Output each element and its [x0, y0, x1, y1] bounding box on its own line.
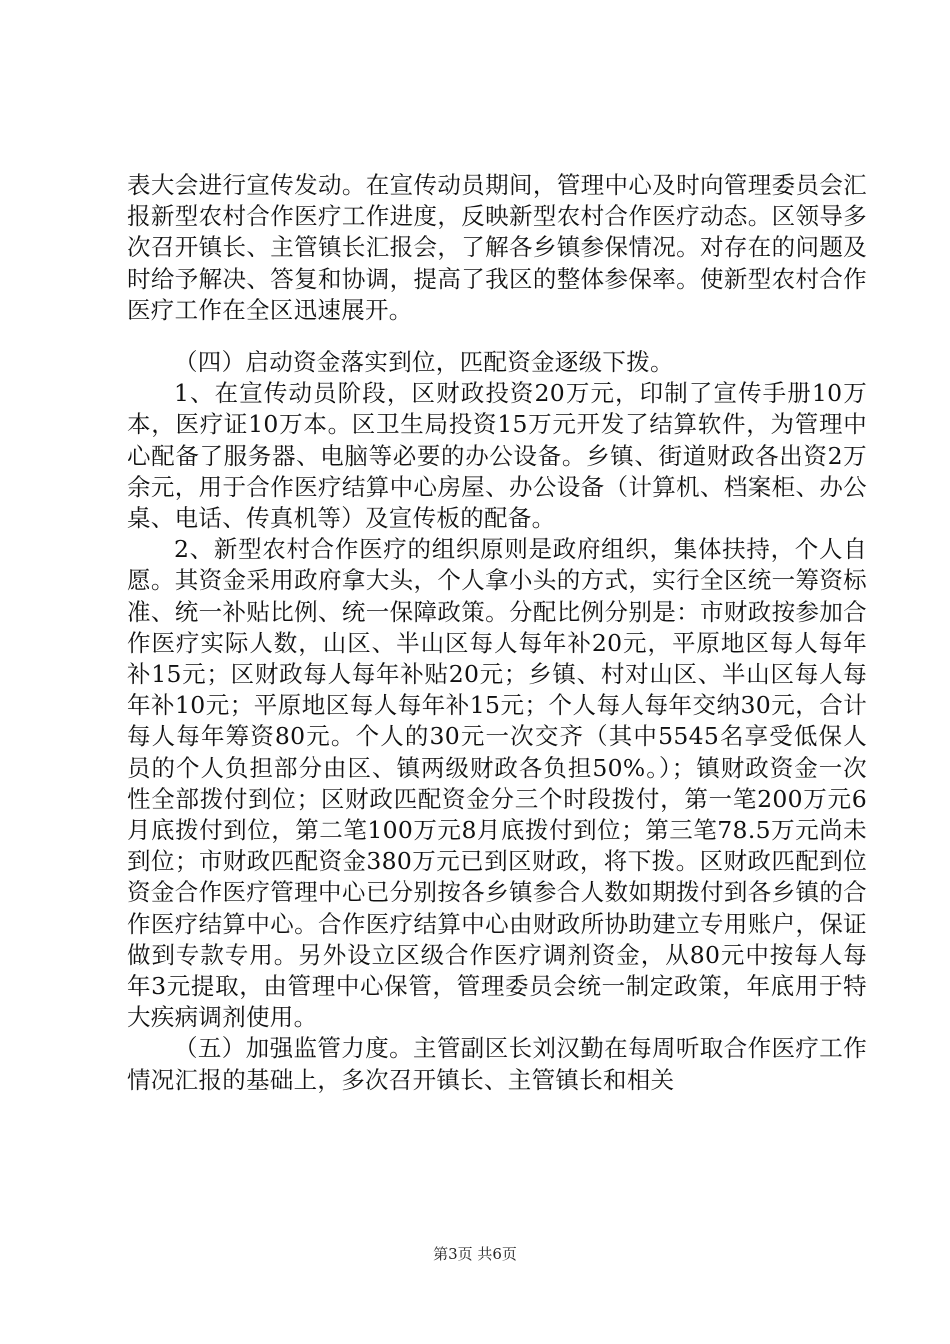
paragraph-item-2: 2、新型农村合作医疗的组织原则是政府组织，集体扶持，个人自愿。其资金采用政府拿大头，个人拿小头的方式，实行全区统一筹资标准、统一补贴比例、统一保障政策。分配比例分别是：市财政按参加合作医疗实际人数，山区、半山区每人每年补20元，平原地区每人每年补15元；区财政每人每年补贴20元；乡镇、村对山区、半山区每人每年补10元；平原地区每人每年补15元；个人每人每年交纳30元，合计每人每年筹资80元。个人的30元一次交齐（其中5545名享受低保人员的个人负担部分由区、镇两级财政各负担50%。）；镇财政资金一次性全部拨付到位；区财政匹配资金分三个时段拨付，第一笔200万元6月底拨付到位，第二笔100万元8月底拨付到位；第三笔78.5万元尚未到位；市财政匹配资金380万元已到区财政，将下拨。区财政匹配到位资金合作医疗管理中心已分别按各乡镇参合人数如期拨付到各乡镇的合作医疗结算中心。合作医疗结算中心由财政所协助建立专用账户，保证做到专款专用。另外设立区级合作医疗调剂资金，从80元中按每人每年3元提取，由管理中心保管，管理委员会统一制定政策，年底用于特大疾病调剂使用。 — [127, 535, 867, 1032]
section-heading-four: （四）启动资金落实到位，匹配资金逐级下拨。 — [174, 348, 674, 377]
section-heading-five: （五）加强监管力度。主管副区长刘汉勤在每周听取合作医疗工作情况汇报的基础上，多次召开镇长、主管镇长和相关 — [127, 1034, 867, 1094]
document-body — [127, 170, 867, 1096]
paragraph-propaganda-summary: 表大会进行宣传发动。在宣传动员期间，管理中心及时向管理委员会汇报新型农村合作医疗工作进度，反映新型农村合作医疗动态。区领导多次召开镇长、主管镇长汇报会，了解各乡镇参保情况。对存在的问题及时给予解决、答复和协调，提高了我区的整体参保率。使新型农村合作医疗工作在全区迅速展开。 — [127, 171, 867, 324]
page-footer: 第3页 共6页 — [433, 1245, 517, 1263]
paragraph-item-1: 1、在宣传动员阶段，区财政投资20万元，印制了宣传手册10万本，医疗证10万本。区卫生局投资15万元开发了结算软件，为管理中心配备了服务器、电脑等必要的办公设备。乡镇、街道财政各出资2万余元，用于合作医疗结算中心房屋、办公设备（计算机、档案柜、办公桌、电话、传真机等）及宣传板的配备。 — [127, 379, 867, 533]
